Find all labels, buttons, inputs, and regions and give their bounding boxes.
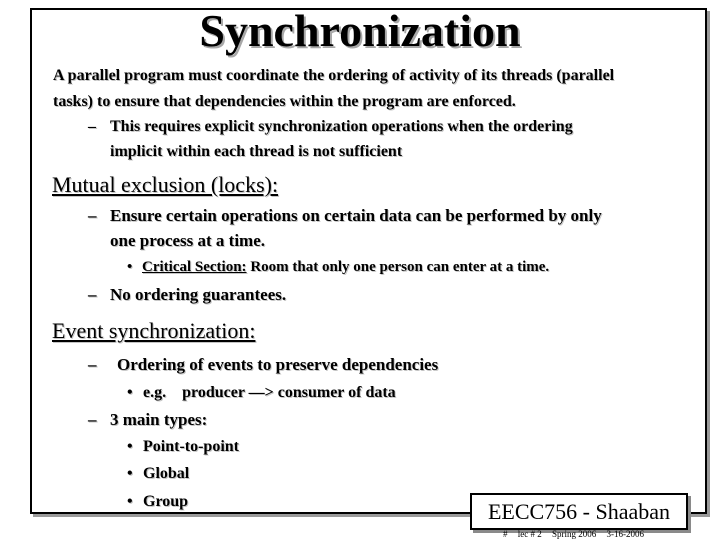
footer-lecture: lec # 2 [517,529,542,539]
mutex-dash-1: – [88,206,97,225]
intro-line-2: tasks) to ensure that dependencies within the program are enforced. [53,93,516,110]
critical-section-label: Critical Section: [142,259,247,275]
critical-section-item [142,258,549,277]
event-dash-2: – [88,410,97,429]
intro-sub-dash: – [88,118,96,135]
intro-line-1: A parallel program must coordinate the ordering of activity of its threads (parallel [53,67,615,84]
critical-section-text: Room that only one person can enter at a time. [246,259,550,275]
type-bullet-1: • [127,438,133,455]
mutex-item-1-line-2: one process at a time. [110,231,266,250]
course-badge: EECC756 - Shaaban [470,493,688,530]
slide-title: Synchronization [199,5,521,56]
type-global: Global [143,465,190,482]
footer-hash: # [503,529,508,539]
event-heading: Event synchronization: [52,318,256,343]
mutex-item-2: No ordering guarantees. [110,285,287,304]
type-group: Group [143,493,189,510]
event-item-2: 3 main types: [110,410,208,429]
event-dash-1: – [88,355,97,374]
mutex-bullet: • [127,259,133,275]
intro-sub-line-2: implicit within each thread is not sufficient [110,143,403,160]
event-example: e.g. producer —> consumer of data [143,384,396,401]
intro-sub-line-1: This requires explicit synchronization operations when the ordering [110,118,573,135]
footer-date: 3-16-2006 [606,529,645,539]
mutex-item-1-line-1: Ensure certain operations on certain data can be performed by only [110,206,602,225]
mutex-heading: Mutual exclusion (locks): [52,172,279,197]
type-bullet-2: • [127,465,133,482]
type-bullet-3: • [127,493,133,510]
type-point-to-point: Point-to-point [143,438,239,455]
footer-meta [503,529,652,539]
event-item-1: Ordering of events to preserve dependencies [117,355,439,374]
event-bullet-1: • [127,384,133,401]
footer-term: Spring 2006 [552,529,597,539]
mutex-dash-2: – [88,285,97,304]
